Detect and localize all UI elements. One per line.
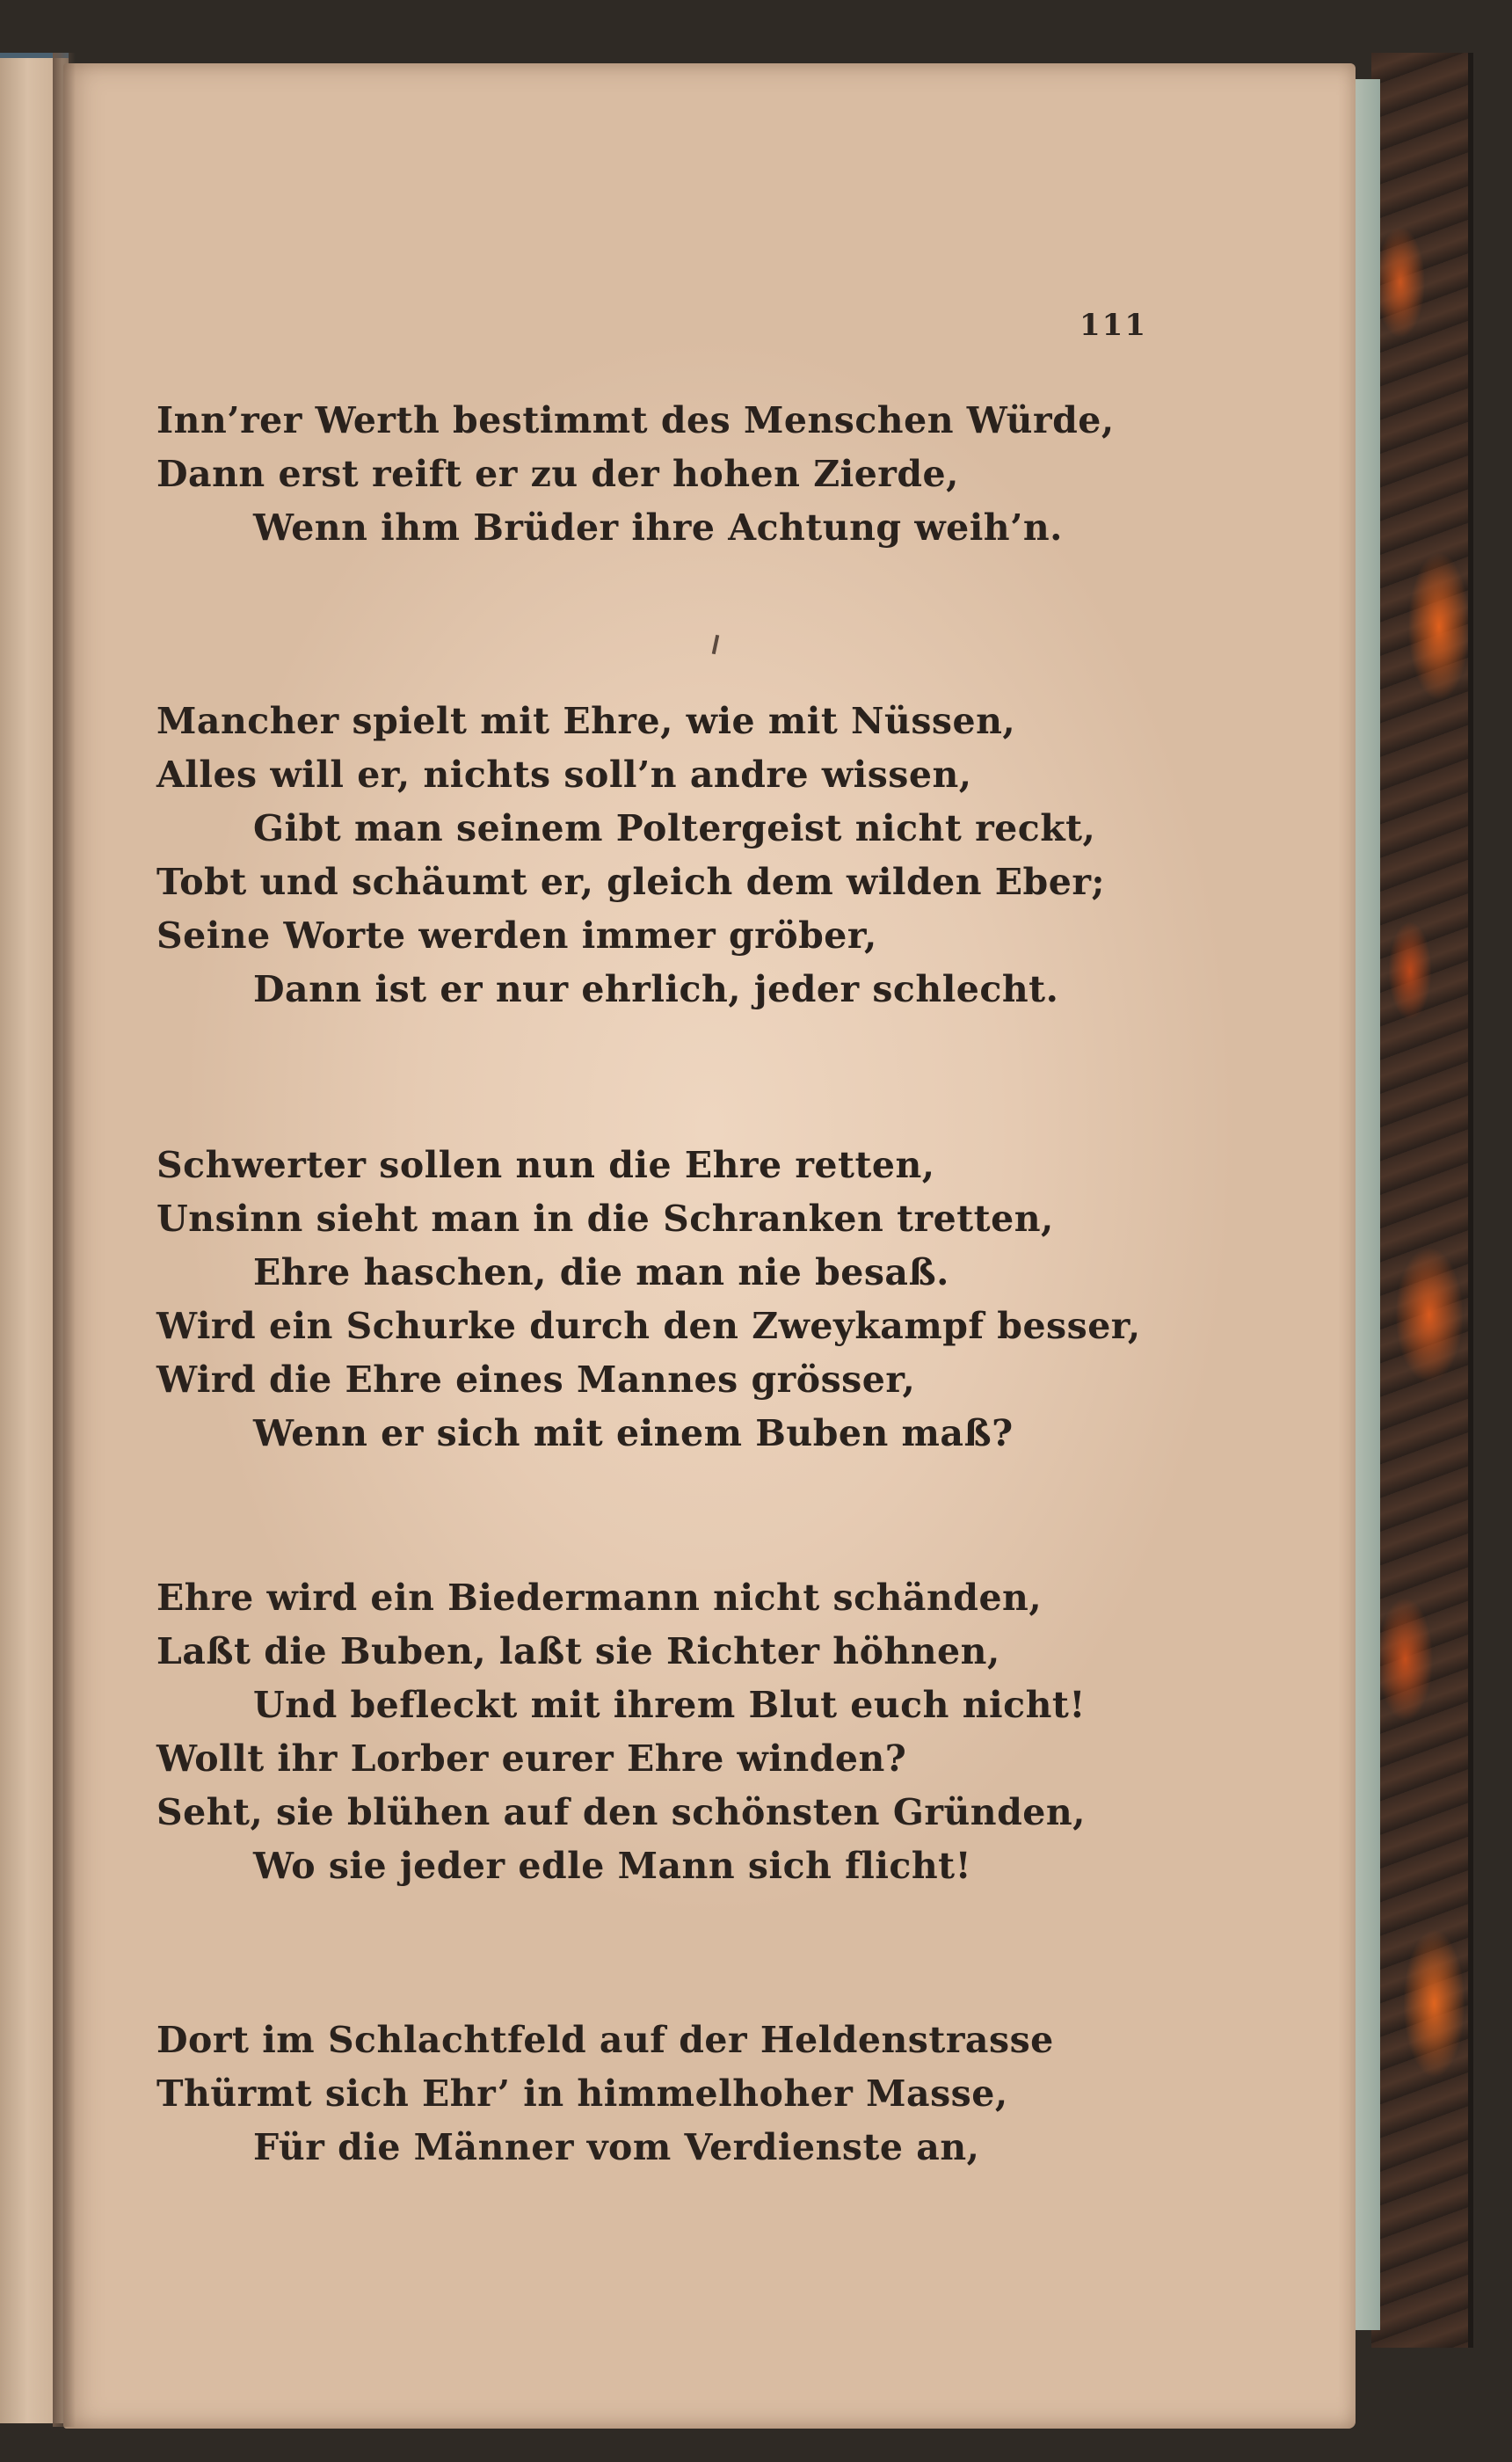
verse-line: Und befleckt mit ihrem Blut euch nicht! xyxy=(253,1684,1086,1726)
stanza-4 xyxy=(156,1571,1106,1893)
verse-line: Für die Männer vom Verdienste an, xyxy=(253,2126,980,2168)
stanza-2 xyxy=(156,695,1106,1016)
verse-line: Tobt und schäumt er, gleich dem wilden Eber; xyxy=(156,861,1106,903)
verse-line: Wenn ihm Brüder ihre Achtung weih’n. xyxy=(253,506,1063,549)
page-number: 111 xyxy=(1079,308,1147,343)
stanza-1 xyxy=(156,394,1115,555)
verse-line: Gibt man seinem Poltergeist nicht reckt, xyxy=(253,807,1096,849)
marbled-back-cover xyxy=(1371,53,1473,2348)
verse-line: Unsinn sieht man in die Schranken tretten, xyxy=(156,1198,1054,1240)
verse-line: Inn’rer Werth bestimmt des Menschen Würde, xyxy=(156,399,1115,441)
verse-line: Dann erst reift er zu der hohen Zierde, xyxy=(156,453,959,495)
verse-line: Dann ist er nur ehrlich, jeder schlecht. xyxy=(253,968,1059,1010)
verse-line: Seht, sie blühen auf den schönsten Gründen, xyxy=(156,1791,1086,1833)
verse-line: Thürmt sich Ehr’ in himmelhoher Masse, xyxy=(156,2072,1008,2115)
verse-line: Wird die Ehre eines Mannes grösser, xyxy=(156,1358,916,1401)
verse-line: Ehre wird ein Biedermann nicht schänden, xyxy=(156,1577,1043,1619)
verse-line: Mancher spielt mit Ehre, wie mit Nüssen, xyxy=(156,700,1016,742)
verse-line: Laßt die Buben, laßt sie Richter höhnen, xyxy=(156,1630,1000,1672)
verse-line: Ehre haschen, die man nie besaß. xyxy=(253,1251,949,1293)
verse-line: Wenn er sich mit einem Buben maß? xyxy=(253,1412,1014,1454)
verse-line: Seine Worte werden immer gröber, xyxy=(156,914,877,957)
stanza-3 xyxy=(156,1139,1141,1460)
stanza-5 xyxy=(156,2014,1106,2174)
verse-line: Wollt ihr Lorber eurer Ehre winden? xyxy=(156,1737,907,1780)
verse-line: Wo sie jeder edle Mann sich flicht! xyxy=(253,1845,972,1887)
verse-line: Alles will er, nichts soll’n andre wissen, xyxy=(156,754,972,796)
verse-line: Wird ein Schurke durch den Zweykampf besser, xyxy=(156,1305,1141,1347)
gutter-shadow xyxy=(53,53,76,2427)
verse-line: Dort im Schlachtfeld auf der Heldenstrasse xyxy=(156,2019,1054,2061)
verse-line: Schwerter sollen nun die Ehre retten, xyxy=(156,1144,935,1186)
